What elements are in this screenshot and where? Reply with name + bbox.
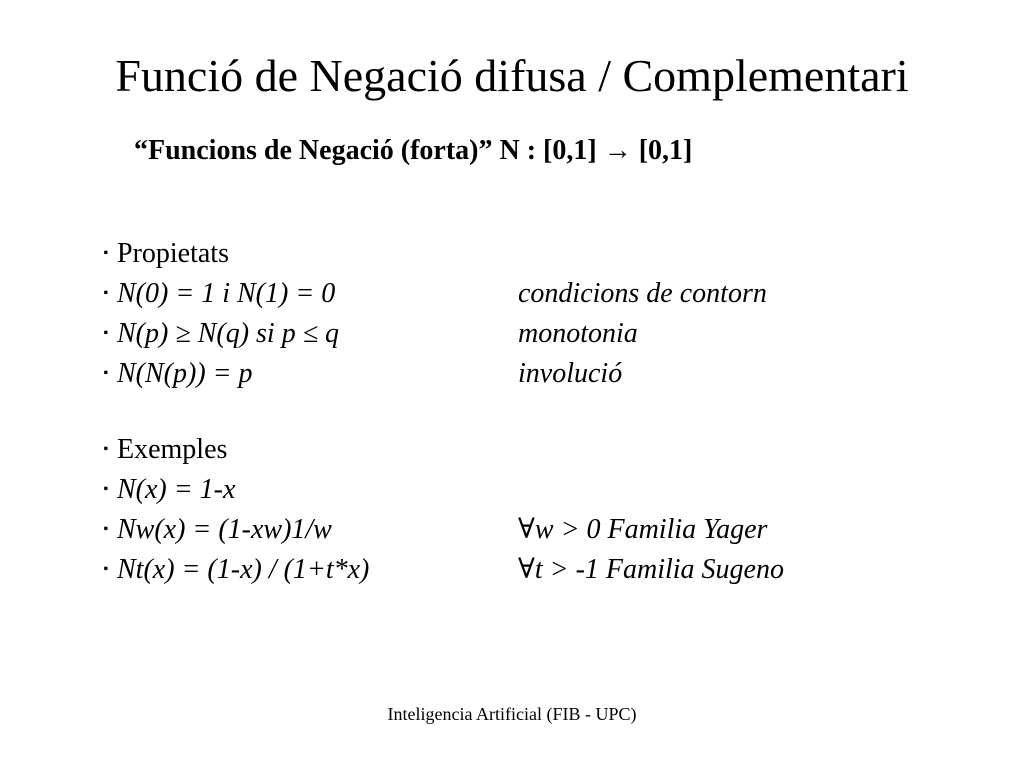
bullet-icon: • <box>103 441 109 458</box>
example-expression: Nw(x) = (1-xw)1/w <box>117 514 332 545</box>
example-item <box>103 550 923 590</box>
bullet-icon: • <box>103 481 109 498</box>
properties-heading-row <box>103 234 923 274</box>
slide-footer: Inteligencia Artificial (FIB - UPC) <box>387 704 637 724</box>
properties-heading: Propietats <box>117 238 229 269</box>
property-note: involució <box>518 358 623 389</box>
property-expression: N(N(p)) = p <box>117 358 253 389</box>
properties-section <box>103 234 923 394</box>
property-expression: N(p) ≥ N(q) si p ≤ q <box>117 318 340 349</box>
examples-section <box>103 430 923 590</box>
bullet-icon: • <box>103 521 109 538</box>
example-expression: Nt(x) = (1-x) / (1+t*x) <box>117 554 370 585</box>
example-item <box>103 470 923 510</box>
bullet-icon: • <box>103 365 109 382</box>
example-expression: N(x) = 1-x <box>117 474 236 505</box>
example-note: ∀w > 0 Familia Yager <box>518 514 768 545</box>
bullet-icon: • <box>103 561 109 578</box>
property-item <box>103 314 923 354</box>
examples-heading-row <box>103 430 923 470</box>
examples-heading: Exemples <box>117 434 228 465</box>
example-item <box>103 510 923 550</box>
example-note: ∀t > -1 Familia Sugeno <box>518 554 784 585</box>
property-item <box>103 274 923 314</box>
slide-title: Funció de Negació difusa / Complementari <box>115 50 909 101</box>
property-note: condicions de contorn <box>518 278 767 309</box>
bullet-icon: • <box>103 245 109 262</box>
bullet-icon: • <box>103 285 109 302</box>
property-item <box>103 354 923 394</box>
property-note: monotonia <box>518 318 638 349</box>
bullet-icon: • <box>103 325 109 342</box>
property-expression: N(0) = 1 i N(1) = 0 <box>117 278 336 309</box>
slide-subtitle: “Funcions de Negació (forta)” N : [0,1] → [0,1] <box>134 135 693 166</box>
